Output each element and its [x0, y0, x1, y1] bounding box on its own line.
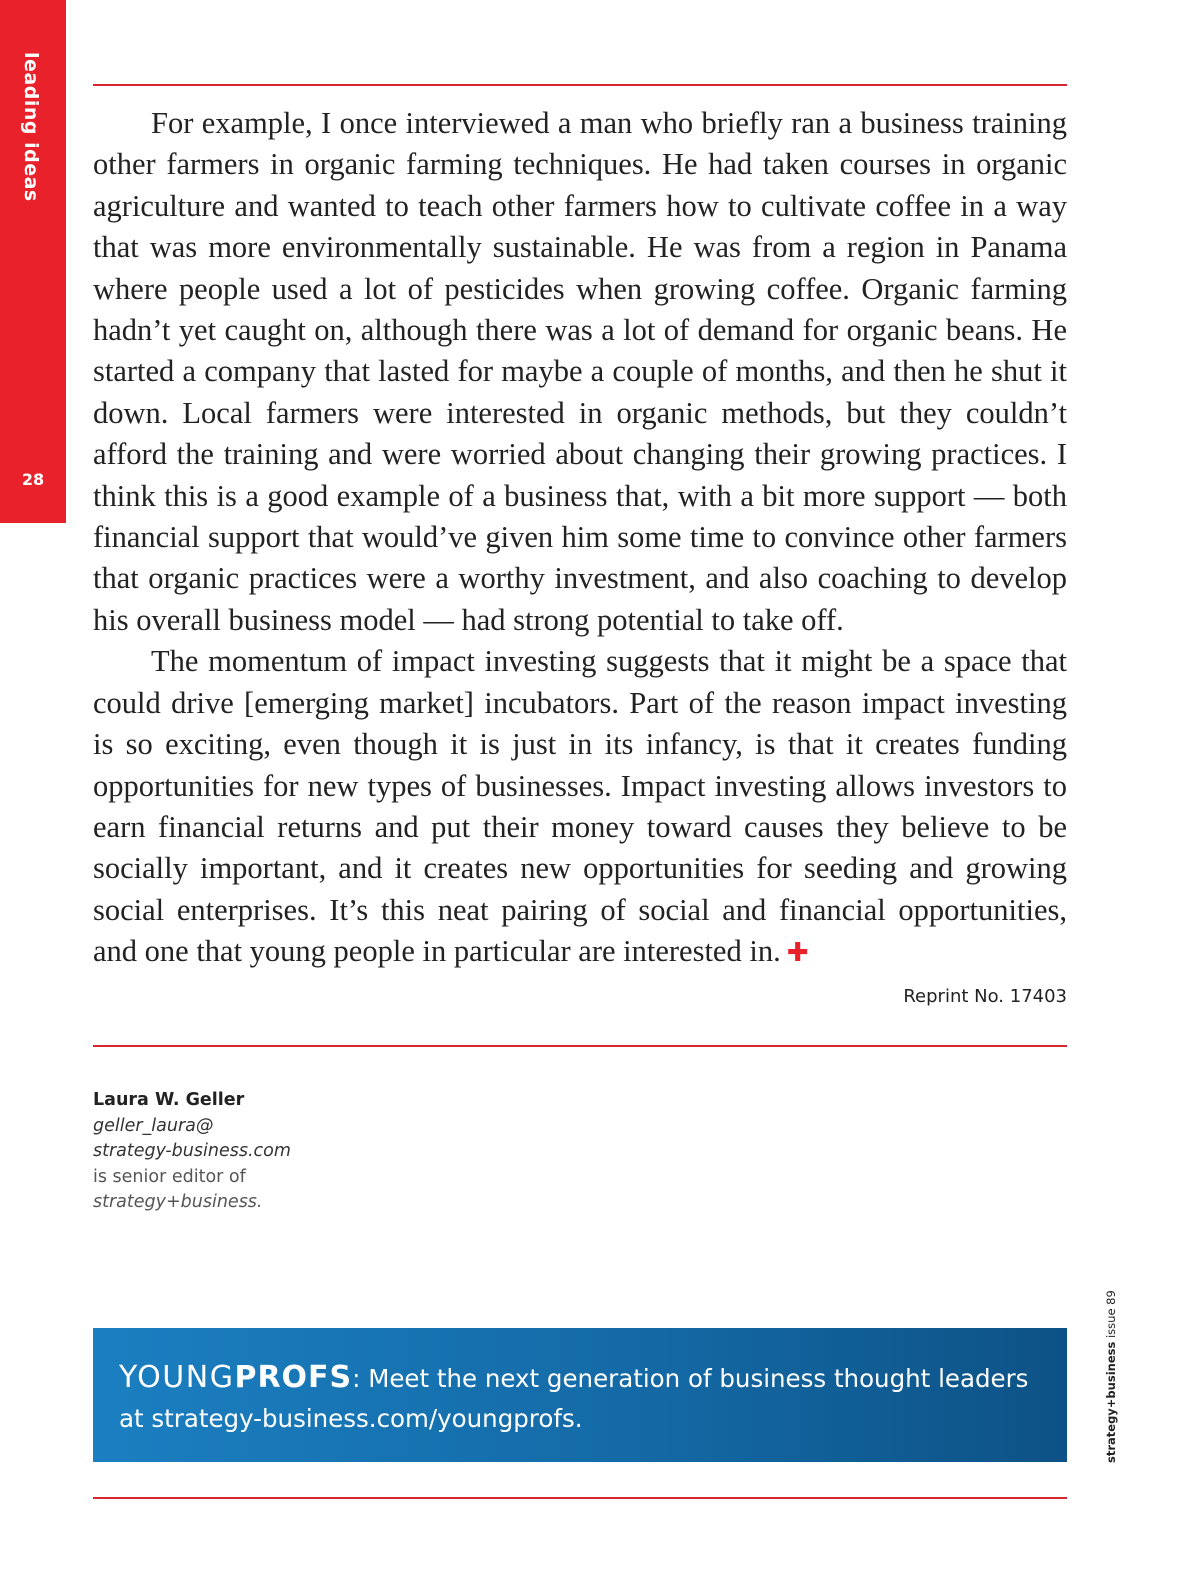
page-number: 28 [21, 470, 45, 489]
banner-tagline: : Meet the next generation of business thought leaders [352, 1364, 1029, 1393]
credit-issue: issue 89 [1104, 1290, 1118, 1342]
bottom-divider [93, 1497, 1067, 1499]
section-label: leading ideas [20, 52, 42, 202]
article-paragraph-2-text: The momentum of impact investing suggests that it might be a space that could drive [emerging market] incubators. Part of the reason impact investing is so exciting, even though it is just in its infancy, is that it creates funding opportunities for new types of businesses. Impact investing allows investors to earn financial returns and put their money toward causes they believe to be socially important, and it creates new opportunities for seeding and growing social enterprises. It’s this neat pairing of social and financial opportunities, and one that young people in particular are interested in. [93, 644, 1067, 969]
issue-credit [1104, 1290, 1118, 1463]
author-email-line-2[interactable]: strategy-business.com [93, 1141, 291, 1161]
credit-brand: strategy+business [1104, 1341, 1118, 1463]
banner-profs-word: PROFS [234, 1360, 353, 1395]
author-role: is senior editor of [93, 1166, 246, 1187]
youngprofs-banner[interactable] [93, 1328, 1067, 1462]
banner-line-1 [119, 1358, 1041, 1399]
reprint-number: Reprint No. 17403 [903, 986, 1067, 1007]
end-cross-icon: ✚ [786, 938, 809, 969]
middle-divider [93, 1045, 1067, 1047]
article-paragraph-1: For example, I once interviewed a man who briefly ran a business training other farmers in organic farming techniques. He had taken courses in organic agriculture and wanted to teach other farmers how to cultivate coffee in a way that was more environmentally sustainable. He was from a region in Panama where people used a lot of pesticides when growing coffee. Organic farming hadn’t yet caught on, although there was a lot of demand for organic beans. He started a company that lasted for maybe a couple of months, and then he shut it down. Local farmers were interested in organic methods, but they couldn’t afford the training and were worried about changing their growing practices. I think this is a good example of a business that, with a bit more support — both financial support that would’ve given him some time to convince other farmers that organic practices were a worthy investment, and also coaching to develop his overall business model — had strong potential to take off. [93, 106, 1067, 637]
author-bio [93, 1088, 413, 1216]
author-publication: strategy+business. [93, 1192, 263, 1212]
author-email-line-1[interactable]: geller_laura@ [93, 1115, 214, 1136]
section-tab [0, 0, 66, 523]
author-name: Laura W. Geller [93, 1090, 245, 1110]
article-body [93, 103, 1067, 975]
top-divider [93, 84, 1067, 86]
article-paragraph-2 [93, 641, 1067, 974]
banner-young-word: YOUNG [119, 1360, 235, 1395]
banner-url-line[interactable]: at strategy-business.com/youngprofs. [119, 1404, 583, 1433]
